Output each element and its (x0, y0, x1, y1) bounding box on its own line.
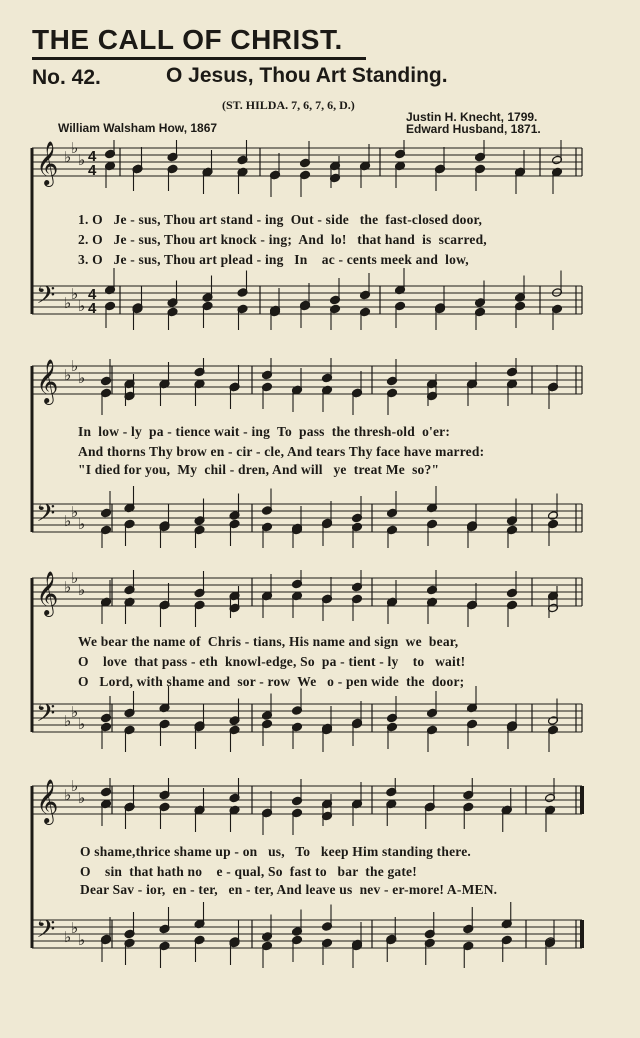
bass-clef: 𝄢 (36, 915, 56, 950)
lyric-line: 1. O Je - sus, Thou art stand - ing Out - side the fast-closed door, (78, 212, 483, 227)
flat-sign: ♭ (64, 578, 72, 596)
treble-clef: 𝄞 (36, 141, 59, 185)
flat-sign: ♭ (64, 294, 72, 312)
treble-clef: 𝄞 (36, 359, 59, 403)
time-signature: 4 (88, 148, 97, 165)
flat-sign: ♭ (78, 715, 86, 733)
flat-sign: ♭ (78, 581, 86, 599)
lyric-line: We bear the name of Chris - tians, His name and sign we bear, (78, 634, 459, 649)
flat-sign: ♭ (78, 515, 86, 533)
lyric-line: O sin that hath no e - qual, So fast to bar the gate! (80, 864, 417, 879)
page-title: THE CALL OF CHRIST. (32, 24, 343, 55)
flat-sign: ♭ (64, 712, 72, 730)
flat-sign: ♭ (78, 151, 86, 169)
lyric-line: 2. O Je - sus, Thou art knock - ing; And lo! that hand is scarred, (78, 232, 487, 247)
time-signature: 4 (88, 300, 97, 317)
hymn-title: O Jesus, Thou Art Standing. (166, 64, 448, 87)
flat-sign: ♭ (71, 285, 79, 303)
arranger-credit: Edward Husband, 1871. (406, 122, 541, 136)
lyricist-credit: William Walsham How, 1867 (58, 121, 218, 135)
lyric-line: O Lord, with shame and sor - row We o - pen wide the door; (78, 674, 465, 689)
tune-name: (ST. HILDA. 7, 6, 7, 6, D.) (222, 98, 355, 112)
lyric-line: 3. O Je - sus, Thou art plead - ing In ac - cents meek and low, (78, 252, 469, 267)
flat-sign: ♭ (71, 503, 79, 521)
flat-sign: ♭ (71, 570, 79, 587)
flat-sign: ♭ (71, 919, 79, 937)
bass-clef: 𝄢 (36, 499, 56, 534)
time-signature: 4 (88, 162, 97, 179)
flat-sign: ♭ (78, 789, 86, 807)
flat-sign: ♭ (78, 369, 86, 387)
flat-sign: ♭ (71, 778, 79, 795)
lyric-line: O love that pass - eth knowl-edge, So pa - tient - ly to wait! (78, 654, 466, 669)
treble-clef: 𝄞 (36, 779, 59, 823)
flat-sign: ♭ (71, 703, 79, 721)
hymn-number: No. 42. (32, 66, 101, 89)
lyric-line: Dear Sav - ior, en - ter, en - ter, And leave us nev - er-more! A-MEN. (80, 882, 498, 897)
title-underline (32, 57, 366, 60)
flat-sign: ♭ (64, 786, 72, 804)
lyric-line: O shame,thrice shame up - on us, To keep Him standing there. (80, 844, 471, 859)
time-signature: 4 (88, 286, 97, 303)
flat-sign: ♭ (64, 366, 72, 384)
bass-clef: 𝄢 (36, 699, 56, 734)
flat-sign: ♭ (64, 512, 72, 530)
flat-sign: ♭ (64, 148, 72, 166)
flat-sign: ♭ (78, 931, 86, 949)
bass-clef: 𝄢 (36, 281, 56, 316)
flat-sign: ♭ (71, 140, 79, 157)
lyric-line: And thorns Thy brow en - cir - cle, And tears Thy face have marred: (78, 444, 485, 459)
composer-credit: Justin H. Knecht, 1799. (406, 110, 538, 124)
flat-sign: ♭ (64, 928, 72, 946)
flat-sign: ♭ (78, 297, 86, 315)
flat-sign: ♭ (71, 358, 79, 375)
treble-clef: 𝄞 (36, 571, 59, 615)
lyric-line: In low - ly pa - tience wait - ing To pass the thresh-old o'er: (78, 424, 451, 439)
lyric-line: "I died for you, My chil - dren, And will ye treat Me so?" (78, 462, 440, 477)
